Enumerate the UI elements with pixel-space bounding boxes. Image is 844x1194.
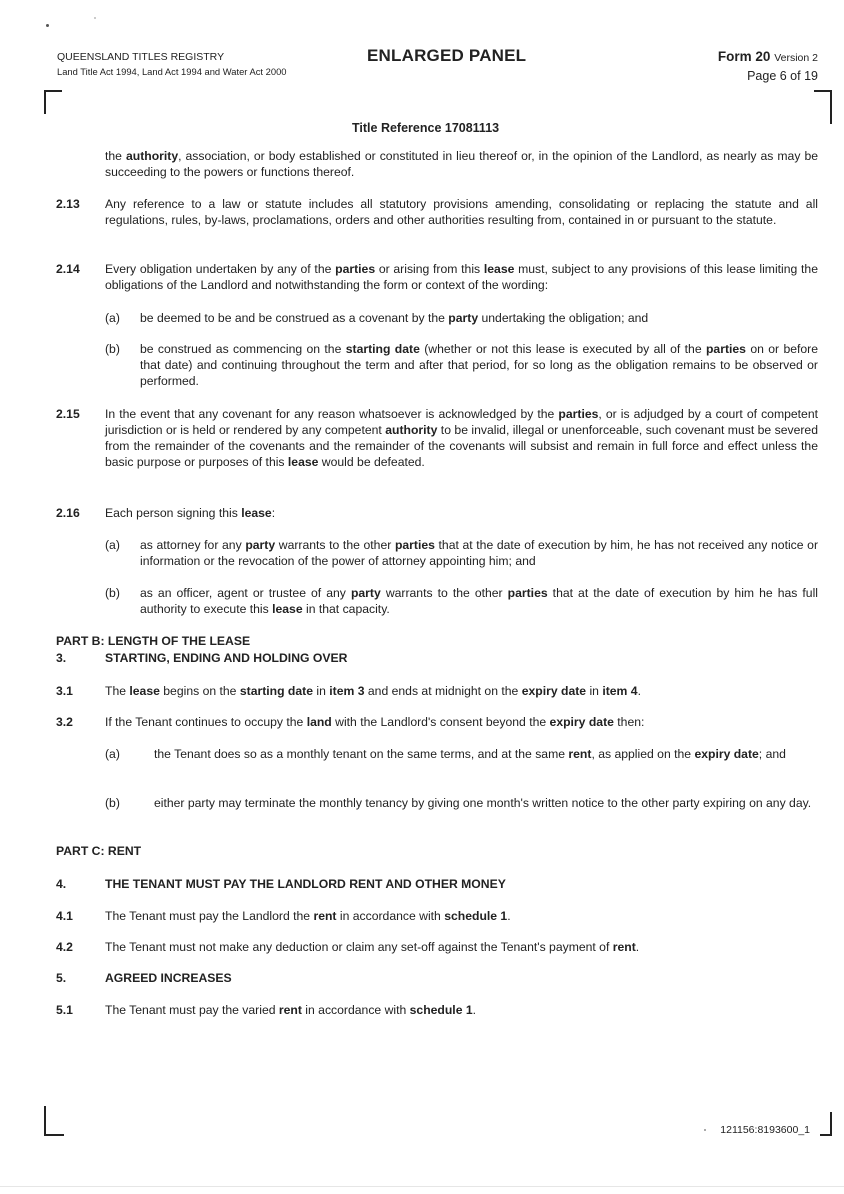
- clause-number: 2.13: [56, 197, 80, 211]
- sub-label: (b): [105, 586, 120, 600]
- clause-text: In the event that any covenant for any reason whatsoever is acknowledged by the parties, or is adjudged by a court of competent jurisdiction or is held or rendered by any competent authority to be invalid, illegal or unenforceable, such covenant must be severed from the remainder of the covenants and the remainder of the covenants will subsist and remain in full force and effect unless the basic purpose or purposes of this lease would be defeated.: [105, 407, 818, 470]
- clause-5-1: [56, 1002, 818, 1018]
- clause-2-12-continuation: [56, 148, 818, 180]
- clause-text: Each person signing this lease:: [105, 506, 276, 520]
- title-reference: Title Reference 17081113: [352, 121, 500, 135]
- clause-text: The Tenant must not make any deduction or claim any set-off against the Tenant's payment of rent.: [105, 940, 640, 954]
- clause-4-2: [56, 939, 818, 955]
- clause-2-14-b: [56, 341, 818, 389]
- clause-3-2: [56, 714, 818, 730]
- part-c-title: [56, 843, 818, 859]
- clause-text: Every obligation undertaken by any of the parties or arising from this lease must, subject to any provisions of this lease limiting the obligations of the Landlord and notwithstanding the form or context of the wording:: [105, 262, 818, 293]
- clause-2-15: [56, 406, 818, 470]
- clause-text: The Tenant must pay the varied rent in accordance with schedule 1.: [105, 1003, 477, 1017]
- sub-text: be deemed to be and be construed as a covenant by the party undertaking the obligation; and: [140, 311, 649, 325]
- scan-speck: [46, 24, 49, 27]
- clause-text: If the Tenant continues to occupy the land with the Landlord's consent beyond the expiry date then:: [105, 715, 645, 729]
- page-number: Page 6 of 19: [747, 68, 818, 83]
- clause-2-14-a: [56, 310, 818, 326]
- clause-text: Any reference to a law or statute includes all statutory provisions amending, consolidating or replacing the statute and all regulations, rules, by-laws, proclamations, orders and other authorities resulting from, contained in or pursuant to the statute.: [105, 197, 818, 228]
- clause-2-16-b: [56, 585, 818, 617]
- clause-number: 2.15: [56, 407, 80, 421]
- clause-number: 4.1: [56, 909, 73, 923]
- section-number: 3.: [56, 651, 67, 665]
- scan-speck: [704, 1129, 706, 1131]
- header-form-info: [718, 47, 818, 85]
- sub-text: the Tenant does so as a monthly tenant on the same terms, and at the same rent, as applied on the expiry date; and: [154, 747, 786, 761]
- part-b-title: [56, 633, 818, 649]
- corner-mark-bottom-left: [44, 1106, 64, 1136]
- form-version: Version 2: [774, 52, 818, 64]
- clause-text: the authority, association, or body established or constituted in lieu thereof or, in the opinion of the Landlord, as nearly as may be succeeding to the powers or functions thereof.: [105, 149, 818, 180]
- clause-2-16-a: [56, 537, 818, 569]
- panel-title: ENLARGED PANEL: [367, 46, 527, 65]
- corner-mark-top-right: [814, 90, 832, 124]
- section-title: THE TENANT MUST PAY THE LANDLORD RENT AND OTHER MONEY: [105, 877, 506, 891]
- sub-label: (a): [105, 747, 120, 761]
- part-heading: PART B: LENGTH OF THE LEASE: [56, 634, 251, 648]
- section-title: STARTING, ENDING AND HOLDING OVER: [105, 651, 348, 665]
- sub-label: (a): [105, 538, 120, 552]
- section-3-heading: [56, 650, 818, 666]
- clause-text: The lease begins on the starting date in item 3 and ends at midnight on the expiry date in item 4.: [105, 684, 641, 698]
- clause-2-16: [56, 505, 818, 521]
- sub-label: (b): [105, 796, 120, 810]
- sub-label: (a): [105, 311, 120, 325]
- part-heading: PART C: RENT: [56, 844, 142, 858]
- clause-number: 2.16: [56, 506, 80, 520]
- clause-number: 3.2: [56, 715, 73, 729]
- section-4-heading: [56, 876, 818, 892]
- section-5-heading: [56, 970, 818, 986]
- section-number: 5.: [56, 971, 67, 985]
- section-number: 4.: [56, 877, 67, 891]
- section-title: AGREED INCREASES: [105, 971, 232, 985]
- form-number: [718, 47, 818, 67]
- clause-number: 2.14: [56, 262, 80, 276]
- form-label: Form 20: [717, 49, 771, 64]
- document-reference: 121156:8193600_1: [704, 1124, 810, 1138]
- clause-2-14: [56, 261, 818, 293]
- clause-number: 3.1: [56, 684, 73, 698]
- sub-text: be construed as commencing on the starting date (whether or not this lease is executed by all of the parties on or before that date) and continuing throughout the term and after that period, for so long as the obligation remains to be observed or performed.: [140, 342, 818, 389]
- clause-2-13: [56, 196, 818, 228]
- corner-mark-top-left: [44, 90, 62, 114]
- header-registry: [57, 49, 287, 80]
- sub-text: as an officer, agent or trustee of any party warrants to the other parties that at the date of execution by him he has full authority to execute this lease in that capacity.: [140, 586, 818, 617]
- clause-3-2-b: [56, 795, 818, 811]
- clause-3-2-a: [56, 746, 818, 762]
- corner-mark-bottom-right: [820, 1112, 832, 1136]
- acts-line: Land Title Act 1994, Land Act 1994 and Water Act 2000: [57, 66, 287, 78]
- clause-text: The Tenant must pay the Landlord the rent in accordance with schedule 1.: [105, 909, 511, 923]
- page-edge: [0, 1186, 844, 1187]
- clause-number: 5.1: [56, 1003, 73, 1017]
- registry-name: QUEENSLAND TITLES REGISTRY: [57, 51, 225, 63]
- clause-3-1: [56, 683, 818, 699]
- sub-text: as attorney for any party warrants to the other parties that at the date of execution by him, he has not received any notice or information or the revocation of the power of attorney appointing him; and: [140, 538, 819, 569]
- clause-number: 4.2: [56, 940, 73, 954]
- clause-4-1: [56, 908, 818, 924]
- scan-speck: [94, 17, 96, 19]
- sub-label: (b): [105, 342, 120, 356]
- sub-text: either party may terminate the monthly tenancy by giving one month's written notice to the other party expiring on any day.: [154, 796, 812, 810]
